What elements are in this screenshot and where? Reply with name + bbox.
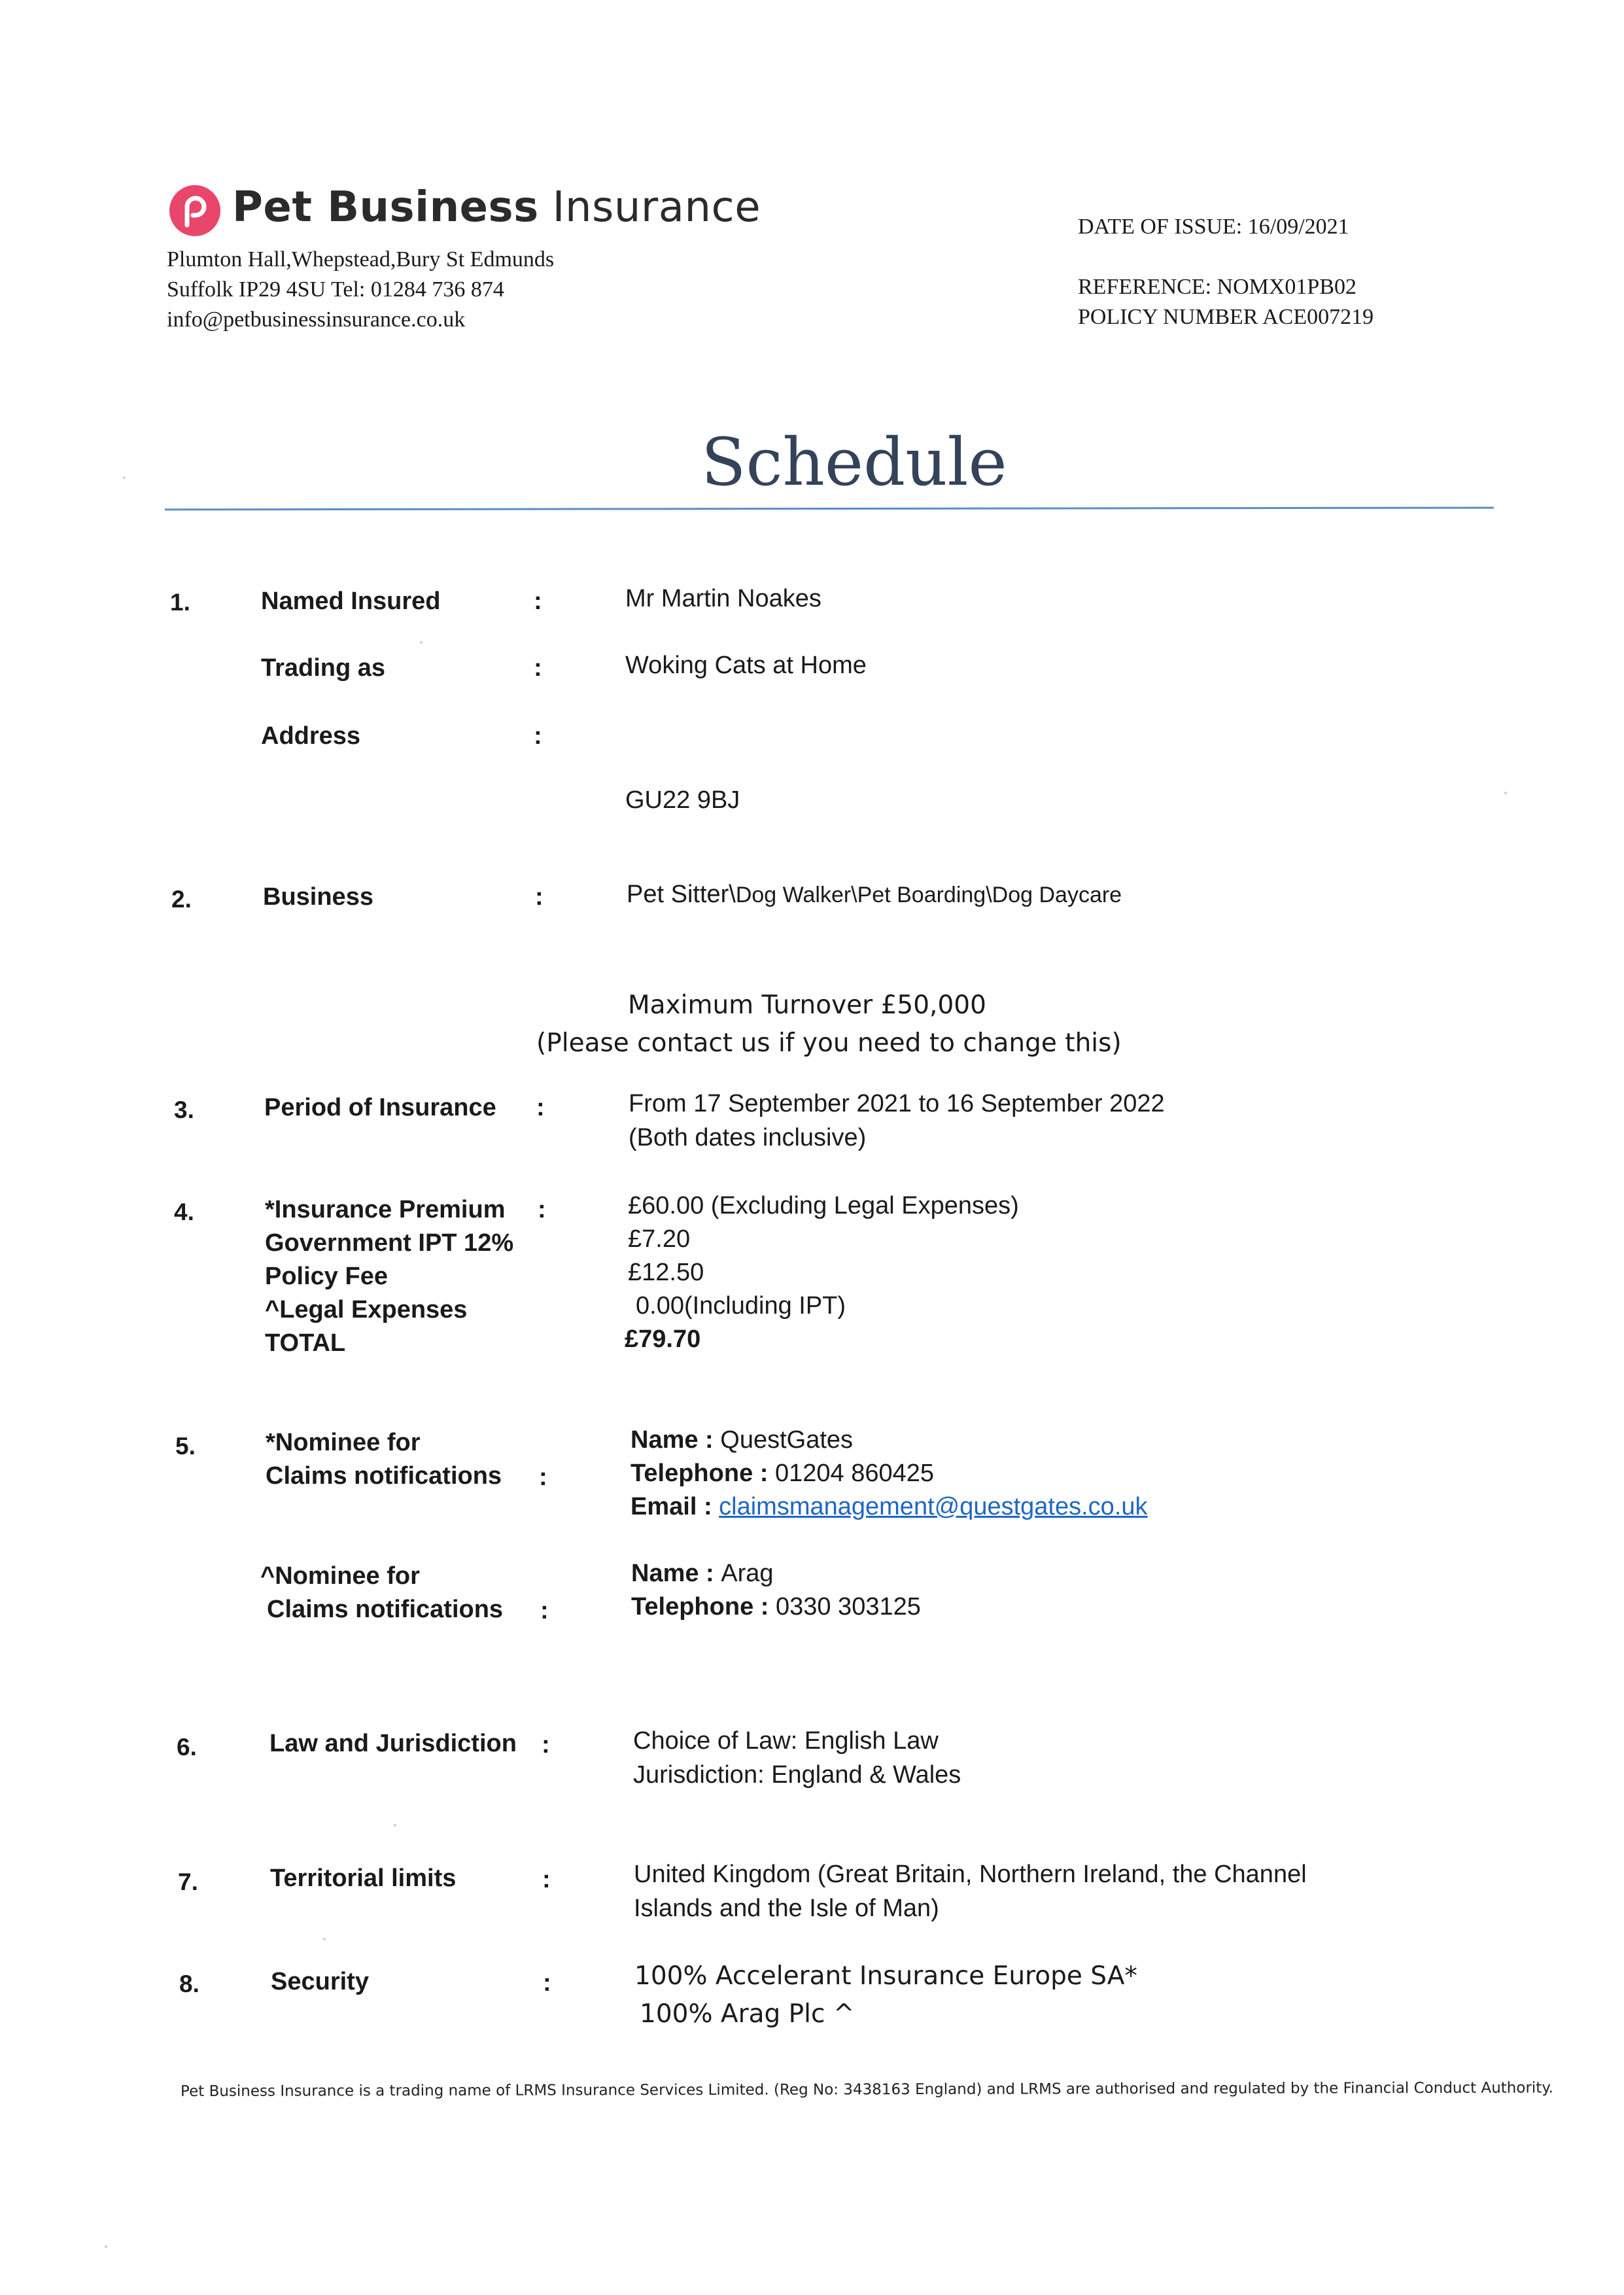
territorial-limits-label: Territorial limits (270, 1865, 457, 1892)
period-of-insurance-line-1: From 17 September 2021 to 16 September 2022 (629, 1090, 1165, 1117)
named-insured-value: Mr Martin Noakes (625, 585, 821, 612)
brand-name (232, 183, 761, 232)
footer-regulatory-notice: Pet Business Insurance is a trading name of LRMS Insurance Services Limited. (Reg No: 3438163 England) and LRMS are authorised and regulated by the Financial Conduct Authority. (181, 2079, 1553, 2100)
section-2-number: 2. (171, 886, 192, 913)
business-value-part-2: Dog Walker\Pet Boarding\Dog Daycare (735, 883, 1122, 907)
territorial-limits-colon: : (542, 1866, 551, 1893)
named-insured-label: Named Insured (261, 587, 441, 615)
insurance-premium-value: £60.00 (Excluding Legal Expenses) (628, 1192, 1019, 1219)
nominee-1-label-line-2: Claims notifications (266, 1462, 502, 1490)
territorial-limits-line-1: United Kingdom (Great Britain, Northern Ireland, the Channel (634, 1861, 1307, 1888)
choice-of-law: Choice of Law: English Law (633, 1727, 939, 1755)
section-5-number: 5. (175, 1433, 196, 1460)
business-label: Business (263, 883, 373, 911)
scan-speck (105, 2245, 107, 2248)
nominee-1-email-label: Email : (631, 1493, 719, 1520)
business-value-part-1: Pet Sitter\ (627, 881, 736, 908)
nominee-2-name (631, 1560, 774, 1588)
reference-number: REFERENCE: NOMX01PB02 (1078, 275, 1356, 299)
scan-speck (323, 1938, 326, 1940)
security-line-1: 100% Accelerant Insurance Europe SA* (634, 1961, 1137, 1991)
address-colon: : (534, 722, 542, 750)
legal-expenses-label: ^Legal Expenses (265, 1296, 468, 1323)
brand-name-bold: Pet Business (232, 183, 539, 232)
page-title: Schedule (701, 424, 1007, 500)
nominee-1-telephone (631, 1460, 934, 1488)
law-and-jurisdiction-label: Law and Jurisdiction (269, 1730, 517, 1757)
named-insured-colon: : (534, 587, 542, 615)
scan-speck (420, 641, 423, 644)
company-email: info@petbusinessinsurance.co.uk (167, 307, 466, 332)
nominee-1-colon: : (539, 1463, 547, 1491)
nominee-2-label-line-2: Claims notifications (267, 1596, 504, 1623)
total-label: TOTAL (265, 1329, 346, 1357)
business-colon: : (535, 883, 544, 911)
security-label: Security (271, 1968, 369, 1995)
pet-business-logo-icon (169, 184, 221, 237)
territorial-limits-line-2: Islands and the Isle of Man) (634, 1895, 939, 1922)
section-8-number: 8. (179, 1971, 199, 1997)
business-value (627, 881, 1122, 909)
period-of-insurance-label: Period of Insurance (264, 1094, 496, 1121)
nominee-1-label-line-1: *Nominee for (266, 1429, 421, 1456)
period-of-insurance-line-2: (Both dates inclusive) (629, 1124, 867, 1151)
scan-speck (123, 476, 126, 479)
brand-name-light: Insurance (552, 183, 761, 232)
period-of-insurance-colon: : (536, 1094, 545, 1121)
section-7-number: 7. (178, 1868, 198, 1895)
company-address-line-1: Plumton Hall,Whepstead,Bury St Edmunds (167, 247, 555, 272)
nominee-2-telephone-label: Telephone : (631, 1593, 776, 1621)
section-3-number: 3. (174, 1096, 194, 1123)
date-of-issue: DATE OF ISSUE: 16/09/2021 (1078, 215, 1349, 239)
address-label: Address (261, 722, 361, 750)
legal-expenses-value: 0.00(Including IPT) (636, 1292, 846, 1320)
nominee-1-email-link[interactable]: claimsmanagement@questgates.co.uk (719, 1493, 1148, 1520)
law-and-jurisdiction-colon: : (542, 1731, 550, 1759)
scan-speck (394, 1824, 396, 1827)
nominee-1-telephone-label: Telephone : (631, 1460, 775, 1487)
nominee-2-telephone (631, 1593, 921, 1621)
policy-fee-label: Policy Fee (265, 1263, 388, 1290)
nominee-1-telephone-value: 01204 860425 (774, 1460, 934, 1487)
section-1-number: 1. (170, 589, 190, 616)
policy-number: POLICY NUMBER ACE007219 (1078, 305, 1374, 329)
maximum-turnover: Maximum Turnover £50,000 (628, 990, 986, 1020)
security-colon: : (543, 1969, 551, 1997)
premium-colon: : (538, 1196, 546, 1223)
trading-as-value: Woking Cats at Home (625, 652, 867, 679)
total-value: £79.70 (625, 1325, 701, 1353)
section-6-number: 6. (177, 1734, 197, 1761)
insurance-premium-label: *Insurance Premium (265, 1196, 506, 1223)
nominee-1-name (631, 1426, 853, 1454)
trading-as-label: Trading as (261, 654, 386, 682)
policy-fee-value: £12.50 (628, 1259, 704, 1286)
jurisdiction: Jurisdiction: England & Wales (633, 1761, 961, 1789)
nominee-2-name-label: Name : (631, 1560, 721, 1587)
government-ipt-label: Government IPT 12% (265, 1229, 514, 1257)
nominee-2-telephone-value: 0330 303125 (775, 1593, 921, 1621)
company-address-line-2: Suffolk IP29 4SU Tel: 01284 736 874 (167, 277, 504, 302)
nominee-1-name-label: Name : (631, 1426, 721, 1454)
security-line-2: 100% Arag Plc ^ (640, 1999, 855, 2029)
title-divider (165, 507, 1494, 511)
turnover-note: (Please contact us if you need to change this) (536, 1028, 1122, 1058)
address-postcode: GU22 9BJ (625, 786, 740, 814)
section-4-number: 4. (174, 1199, 194, 1225)
nominee-1-email (631, 1493, 1148, 1521)
nominee-2-label-line-1: ^Nominee for (260, 1562, 420, 1590)
nominee-2-name-value: Arag (721, 1560, 774, 1587)
trading-as-colon: : (534, 654, 542, 682)
nominee-2-colon: : (540, 1597, 549, 1624)
government-ipt-value: £7.20 (628, 1225, 691, 1253)
nominee-1-name-value: QuestGates (720, 1426, 854, 1454)
scan-speck (1504, 792, 1507, 794)
